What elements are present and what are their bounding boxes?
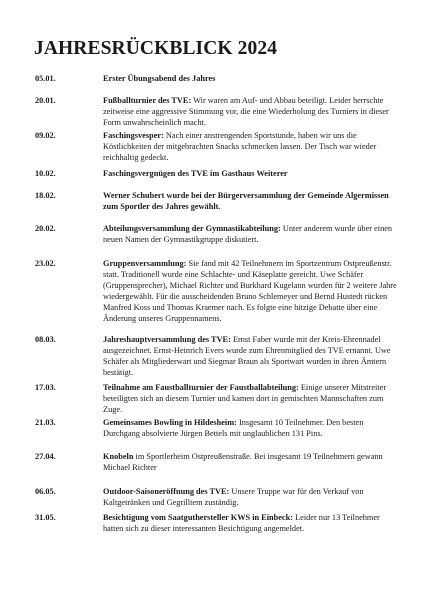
entry-heading: Abteilungsversammlung der Gymnastikabteilung: (103, 224, 281, 233)
entry-date: 23.02. (35, 259, 56, 268)
entry-text (103, 417, 399, 439)
entry-heading: Outdoor-Saisoneröffnung des TVE: (103, 487, 230, 496)
entry-date: 10.02. (35, 169, 56, 178)
entry-date: 05.01. (35, 74, 56, 83)
entry-date: 21.03. (35, 418, 56, 427)
entry-date: 20.02. (35, 224, 56, 233)
entry-date: 31.05. (35, 513, 56, 522)
entry-text (103, 258, 399, 324)
entry-date: 20.01. (35, 96, 56, 105)
page-title: JAHRESRÜCKBLICK 2024 (34, 38, 278, 59)
entry-text (103, 168, 399, 179)
entry-heading: Besichtigung vom Saatguthersteller KWS in Einbeck: (103, 513, 293, 522)
entry-date: 27.04. (35, 452, 56, 461)
entry-body: Unsere Truppe war für den Verkauf von Kaltgetränken und Gegrilltem zuständig. (103, 487, 364, 507)
entry-text (103, 223, 399, 245)
entry-text (103, 451, 399, 473)
entry-text (103, 382, 399, 415)
entry-heading: Fußballturnier des TVE: (103, 96, 192, 105)
entry-heading: Gemeinsames Bowling in Hildesheim: (103, 418, 237, 427)
entry-text (103, 73, 399, 84)
entry-heading: Knobeln (103, 452, 134, 461)
entry-body: Leider nur 13 Teilnehmer hatten sich zu dieser interessanten Besichtigung angemeldet. (103, 513, 380, 533)
entry-body: Ernst Faber wurde mit der Kreis-Ehrennadel ausgezeichnet. Ernst-Heinrich Evers wurde zum Ehrenmitglied des TVE ernannt. Uwe Schäfer als Mitgliederwart und Siegmar Braun als Sportwart wurden in ihren Ämtern bestätigt. (103, 335, 391, 377)
entry-heading: Erster Übungsabend des Jahres (103, 74, 216, 83)
entry-text (103, 130, 399, 163)
entry-heading: Faschingsvergnügen des TVE im Gasthaus Weiterer (103, 169, 288, 178)
entry-heading: Faschingsvesper: (103, 131, 164, 140)
entry-heading: Jahreshauptversammlung des TVE: (103, 335, 231, 344)
entry-body: Nach einer anstrengenden Sportstunde, haben wir uns die Köstlichkeiten der mitgebrachten Snacks schmecken lassen. Der Tisch war wieder reichhaltig gedeckt. (103, 131, 377, 162)
entry-body: Sie fand mit 42 Teilnehmern im Sportzentrum Ostpreußenstr. statt. Traditionell wurde eine Schlachte- und Käseplatte gereicht. Uwe Schäfer (Gruppensprecher), Michael Richter und Burkhard Kugelann wurden für 2 weitere Jahre wiedergewählt. Für die ausscheidenden Bruno Schlemeyer und Bernd Hustedt rücken Manfred Koss und Thomas Kraemer nach. Es folgte eine hitzige Debatte über eine Änderung unseres Gruppennamens. (103, 259, 397, 323)
entry-text (103, 95, 399, 128)
entry-date: 08.03. (35, 335, 56, 344)
entry-date: 09.02. (35, 131, 56, 140)
entry-date: 18.02. (35, 191, 56, 200)
entry-body: Insgesamt 10 Teilnehmer. Den besten Durchgang absolvierte Jürgen Bettels mit unglaublichen 131 Pins. (103, 418, 364, 438)
entry-body: Unter anderem wurde über einen neuen Namen der Gymnastikgruppe diskutiert. (103, 224, 393, 244)
entry-heading: Gruppenversammlung: (103, 259, 187, 268)
entry-text (103, 190, 399, 212)
entry-heading: Teilnahme am Faustballturnier der Faustballabteilung: (103, 383, 299, 392)
entry-heading: Werner Schubert wurde bei der Bürgerversammlung der Gemeinde Algermissen zum Sportler des Jahres gewählt. (103, 191, 389, 211)
entry-body: im Sportlerheim Ostpreußenstraße. Bei insgesamt 19 Teilnehmern gewann Michael Richter (103, 452, 383, 472)
entry-text (103, 512, 399, 534)
entry-body: Wir waren am Auf- und Abbau beteiligt. Leider herrschte zeitweise eine aggressive Stimmung vor, die eine Wiederholung des Turniers in dieser Form unwahrscheinlich macht. (103, 96, 389, 127)
entry-text (103, 334, 399, 378)
entry-body: Einige unserer Mitstreiter beteiligten sich an diesem Turnier und kamen dort in gemischten Mannschaften zum Zuge. (103, 383, 387, 414)
entry-date: 06.05. (35, 487, 56, 496)
entry-date: 17.03. (35, 383, 56, 392)
entry-text (103, 486, 399, 508)
